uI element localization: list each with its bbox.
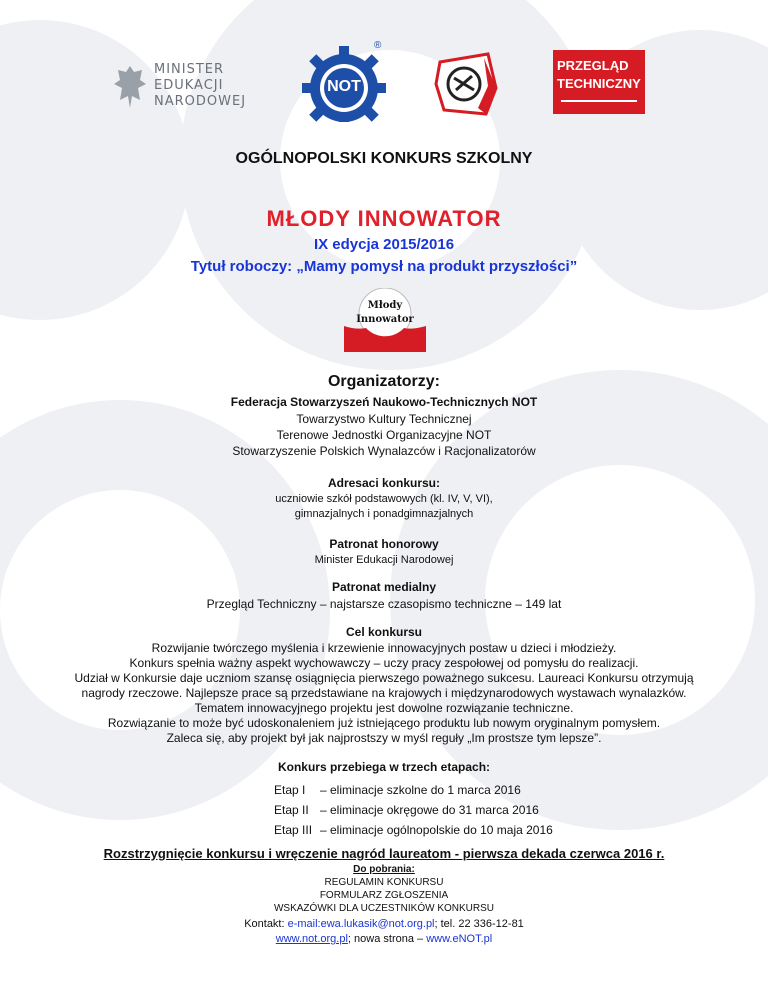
resolution-note: Rozstrzygnięcie konkursu i wręczenie nagród laureatom - pierwsza dekada czerwca 2016 r. xyxy=(103,846,665,861)
contact-phone: ; tel. 22 336-12-81 xyxy=(434,918,524,930)
edition: IX edycja 2015/2016 xyxy=(313,236,455,253)
stage-item xyxy=(274,780,553,800)
organizer-item: Stowarzyszenie Polskich Wynalazców i Racjonalizatorów xyxy=(232,444,536,458)
addressees-line: gimnazjalnych i ponadgimnazjalnych xyxy=(294,508,474,520)
stage-label: Etap I xyxy=(274,783,306,797)
przeglad-techniczny-logo xyxy=(553,50,645,114)
addressees-heading: Adresaci konkursu: xyxy=(327,476,441,490)
mlody-innowator-badge xyxy=(342,288,428,354)
stages-heading: Konkurs przebiega w trzech etapach: xyxy=(277,760,491,774)
organizers-lead: Federacja Stowarzyszeń Naukowo-Technicznych NOT xyxy=(230,395,538,409)
contact-line xyxy=(0,917,768,931)
goal-line: nagrody rzeczowe. Najlepsze prace są przedstawiane na krajowych i międzynarodowych wystawach wynalazków. xyxy=(81,686,687,700)
not-logo xyxy=(302,40,392,130)
inventors-emblem-icon xyxy=(430,48,502,120)
men-line-1: MINISTER xyxy=(154,62,225,77)
organizer-item: Terenowe Jednostki Organizacyjne NOT xyxy=(276,428,492,442)
goal-heading: Cel konkursu xyxy=(345,625,423,639)
badge-line-2: Innowator xyxy=(356,314,414,325)
patron-honor-heading: Patronat honorowy xyxy=(329,537,439,551)
stage-text: – eliminacje ogólnopolskie do 10 maja 2016 xyxy=(320,823,553,837)
download-link-regulamin[interactable]: REGULAMIN KONKURSU xyxy=(324,877,444,888)
downloads-heading: Do pobrania: xyxy=(353,864,415,875)
goal-line: Udział w Konkursie daje uczniom szansę osiągnięcia pierwszego poważnego sukcesu. Laureaci Konkursu otrzymują xyxy=(74,671,694,685)
men-line-3: NARODOWEJ xyxy=(154,94,247,109)
patron-honor-text: Minister Edukacji Narodowej xyxy=(314,554,454,566)
new-website-link[interactable]: www.eNOT.pl xyxy=(426,933,493,945)
contact-email-link[interactable]: e-mail:ewa.lukasik@not.org.pl xyxy=(287,918,435,930)
goal-line: Rozwiązanie to może być udoskonaleniem już istniejącego produktu lub nowym oryginalnym pomysłem. xyxy=(107,716,661,730)
patron-media-heading: Patronat medialny xyxy=(331,580,437,594)
registered-mark: ® xyxy=(374,40,382,51)
stage-label: Etap II xyxy=(274,803,309,817)
contact-prefix: Kontakt: xyxy=(244,918,285,930)
website-link[interactable]: www.not.org.pl xyxy=(275,933,348,945)
website-line xyxy=(0,932,768,946)
organizer-item: Towarzystwo Kultury Technicznej xyxy=(296,412,472,426)
stage-text: – eliminacje szkolne do 1 marca 2016 xyxy=(320,783,521,797)
men-logo xyxy=(112,58,262,118)
stage-item xyxy=(274,800,553,820)
stages-list xyxy=(274,780,553,840)
stage-text: – eliminacje okręgowe do 31 marca 2016 xyxy=(320,803,539,817)
goal-line: Tematem innowacyjnego projektu jest dowolne rozwiązanie techniczne. xyxy=(194,701,574,715)
badge-line-1: Młody xyxy=(367,300,403,311)
goal-line: Zaleca się, aby projekt był jak najprostszy w myśl reguły „Im prostsze tym lepsze”. xyxy=(166,731,602,745)
addressees-line: uczniowie szkół podstawowych (kl. IV, V, VI), xyxy=(275,493,493,505)
eagle-emblem-icon xyxy=(112,62,148,112)
organizers-heading: Organizatorzy: xyxy=(327,373,440,390)
stage-item xyxy=(274,820,553,840)
patron-media-text: Przegląd Techniczny – najstarsze czasopismo techniczne – 149 lat xyxy=(206,597,562,611)
pt-line-1: PRZEGLĄD xyxy=(557,58,629,73)
men-line-2: EDUKACJI xyxy=(154,78,224,93)
working-title: Tytuł roboczy: „Mamy pomysł na produkt przyszłości” xyxy=(190,258,578,275)
swpir-logo xyxy=(430,48,502,120)
page-title: MŁODY INNOWATOR xyxy=(266,206,502,231)
pt-line-2: TECHNICZNY xyxy=(557,76,641,91)
stage-label: Etap III xyxy=(274,823,313,837)
not-text: NOT xyxy=(327,78,361,95)
website-mid: ; nowa strona – xyxy=(347,933,427,945)
download-link-wskazowki[interactable]: WSKAZÓWKI DLA UCZESTNIKÓW KONKURSU xyxy=(273,903,495,914)
download-link-formularz[interactable]: FORMULARZ ZGŁOSZENIA xyxy=(319,890,449,901)
goal-line: Rozwijanie twórczego myślenia i krzewienie innowacyjnych postaw u dzieci i młodzieży. xyxy=(151,641,617,655)
contest-type: OGÓLNOPOLSKI KONKURS SZKOLNY xyxy=(235,150,533,167)
goal-line: Konkurs spełnia ważny aspekt wychowawczy – uczy pracy zespołowej od pomysłu do realizacji. xyxy=(129,656,639,670)
pt-rule xyxy=(561,100,637,102)
